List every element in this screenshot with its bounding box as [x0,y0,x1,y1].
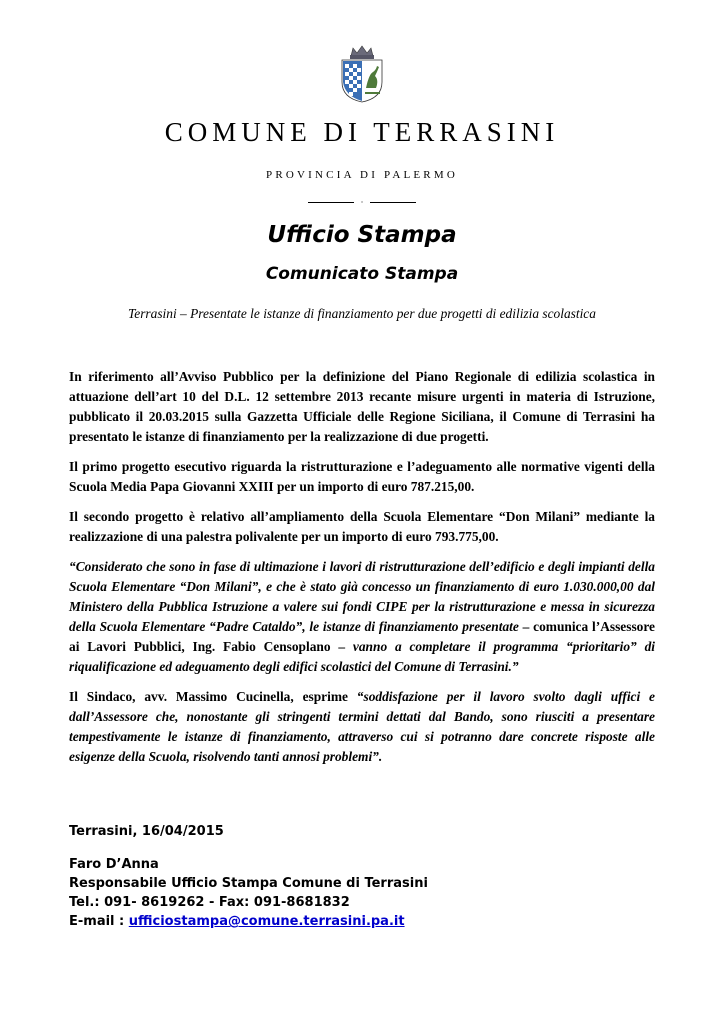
assessor-attribution: – comunica l’Assessore ai Lavori Pubblici, Ing. Fabio Censoplano – [69,619,655,654]
assessor-quote: “Considerato che sono in fase di ultimazione i lavori di ristrutturazione dell’edificio e degli impianti della Scuola Elementare “Don Milani”, e che è stato già concesso un finanziamento di euro 1.030.000,00 dal Ministero della Pubblica Istruzione a valere sui fondi CIPE per la ristrutturazione e messa in sicurezza della Scuola Elementare “Padre Cataldo”, le istanze di finanziamento presentate [69,559,655,634]
office-title: Ufficio Stampa [267,222,457,248]
press-release-subtitle: Terrasini – Presentate le istanze di finanziamento per due progetti di edilizia scolastica [128,306,596,321]
contact-email-line [69,912,669,931]
municipality-title: COMUNE DI TERRASINI [164,117,560,147]
contact-footer [69,822,669,931]
coat-of-arms-icon [339,44,385,104]
paragraph-1: In riferimento all’Avviso Pubblico per la definizione del Piano Regionale di edilizia scolastica in attuazione dell’art 10 del D.L. 12 settembre 2013 recante misure urgenti in materia di Istruzione, pubblicato il 20.03.2015 sulla Gazzetta Ufficiale delle Regione Siciliana, il Comune di Terrasini ha presentato le istanze di finanziamento per la realizzazione di due progetti. [69,369,655,444]
press-release-title: Comunicato Stampa [265,264,459,284]
email-label: E-mail : [69,914,129,929]
mayor-intro: Il Sindaco, avv. Massimo Cucinella, esprime [69,689,357,704]
press-release-body [69,367,655,777]
paragraph-2: Il primo progetto esecutivo riguarda la ristrutturazione e l’adeguamento alle normative vigenti della Scuola Media Papa Giovanni XXIII per un importo di euro 787.215,00. [69,459,655,494]
release-date: Terrasini, 16/04/2015 [69,824,224,839]
mayor-quote: “soddisfazione per il lavoro svolto dagli uffici e dall’Assessore che, nonostante gli stringenti termini dettati dal Bando, sono riusciti a presentare tempestivamente le istanze di finanziamento, attraverso cui si potranno dare concrete risposte alle esigenze della Scuola, risolvendo tanti annosi problemi”. [69,689,655,764]
contact-phone: Tel.: 091- 8619262 - Fax: 091-8681832 [69,895,350,910]
header-separator: · [0,195,724,209]
paragraph-4 [69,557,655,677]
email-link[interactable]: ufficiostampa@comune.terrasini.pa.it [128,914,405,929]
province-subtitle: PROVINCIA DI PALERMO [266,169,458,181]
paragraph-3: Il secondo progetto è relativo all’ampliamento della Scuola Elementare “Don Milani” mediante la realizzazione di una palestra polivalente per un importo di euro 793.775,00. [69,509,655,544]
assessor-quote-end: vanno a completare il programma “prioritario” di riqualificazione ed adeguamento degli edifici scolastici del Comune di Terrasini.” [69,639,655,674]
paragraph-5 [69,687,655,767]
contact-name: Faro D’Anna [69,857,159,872]
contact-role: Responsabile Ufficio Stampa Comune di Terrasini [69,876,428,891]
